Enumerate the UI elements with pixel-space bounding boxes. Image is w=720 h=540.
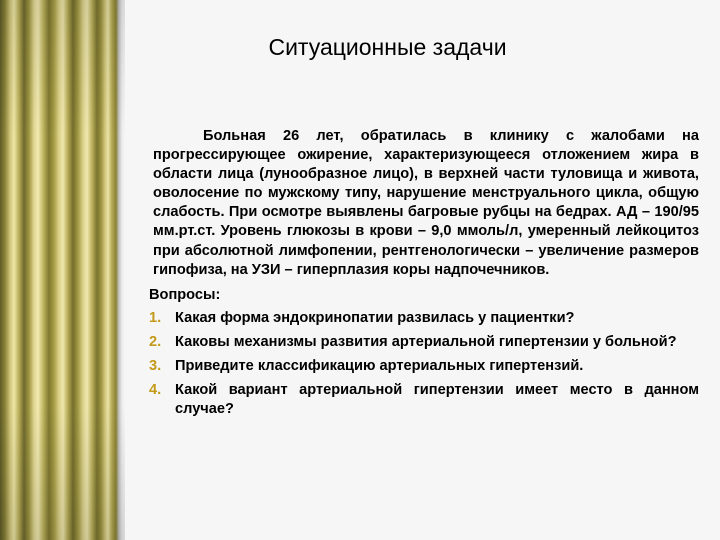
curtain-shade (0, 0, 125, 540)
question-number: 2. (149, 333, 162, 350)
question-item (149, 357, 699, 376)
question-text: Каковы механизмы развития артериальной гипертензии у больной? (175, 333, 677, 350)
questions-label: Вопросы: (149, 286, 221, 303)
question-item (149, 381, 699, 419)
question-text: Приведите классификацию артериальных гипертензий. (175, 358, 584, 375)
question-item (149, 333, 699, 352)
case-description: Больная 26 лет, обратилась в клинику с жалобами на прогрессирующее ожирение, характеризующееся отложением жира в области лица (лунообразное лицо), в верхней части туловища и живота, оволосение по мужскому типу, нарушение менструального цикла, общую слабость. При осмотре выявлены багровые рубцы на бедрах. АД – 190/95 мм.рт.ст. Уровень глюкозы в крови – 9,0 ммоль/л, умеренный лейкоцитоз при абсолютной лимфопении, рентгенологически – увеличение размеров гипофиза, на УЗИ – гиперплазия коры надпочечников. (153, 128, 699, 278)
question-number: 3. (149, 358, 162, 375)
slide-title: Ситуационные задачи (268, 34, 507, 60)
slide-content (149, 127, 699, 424)
question-item (149, 309, 699, 328)
question-number: 4. (149, 382, 162, 399)
question-text: Какой вариант артериальной гипертензии имеет место в данном случае? (175, 382, 699, 418)
question-text: Какая форма эндокринопатии развилась у пациентки? (175, 309, 575, 326)
questions-list (149, 309, 699, 419)
question-number: 1. (149, 309, 162, 326)
